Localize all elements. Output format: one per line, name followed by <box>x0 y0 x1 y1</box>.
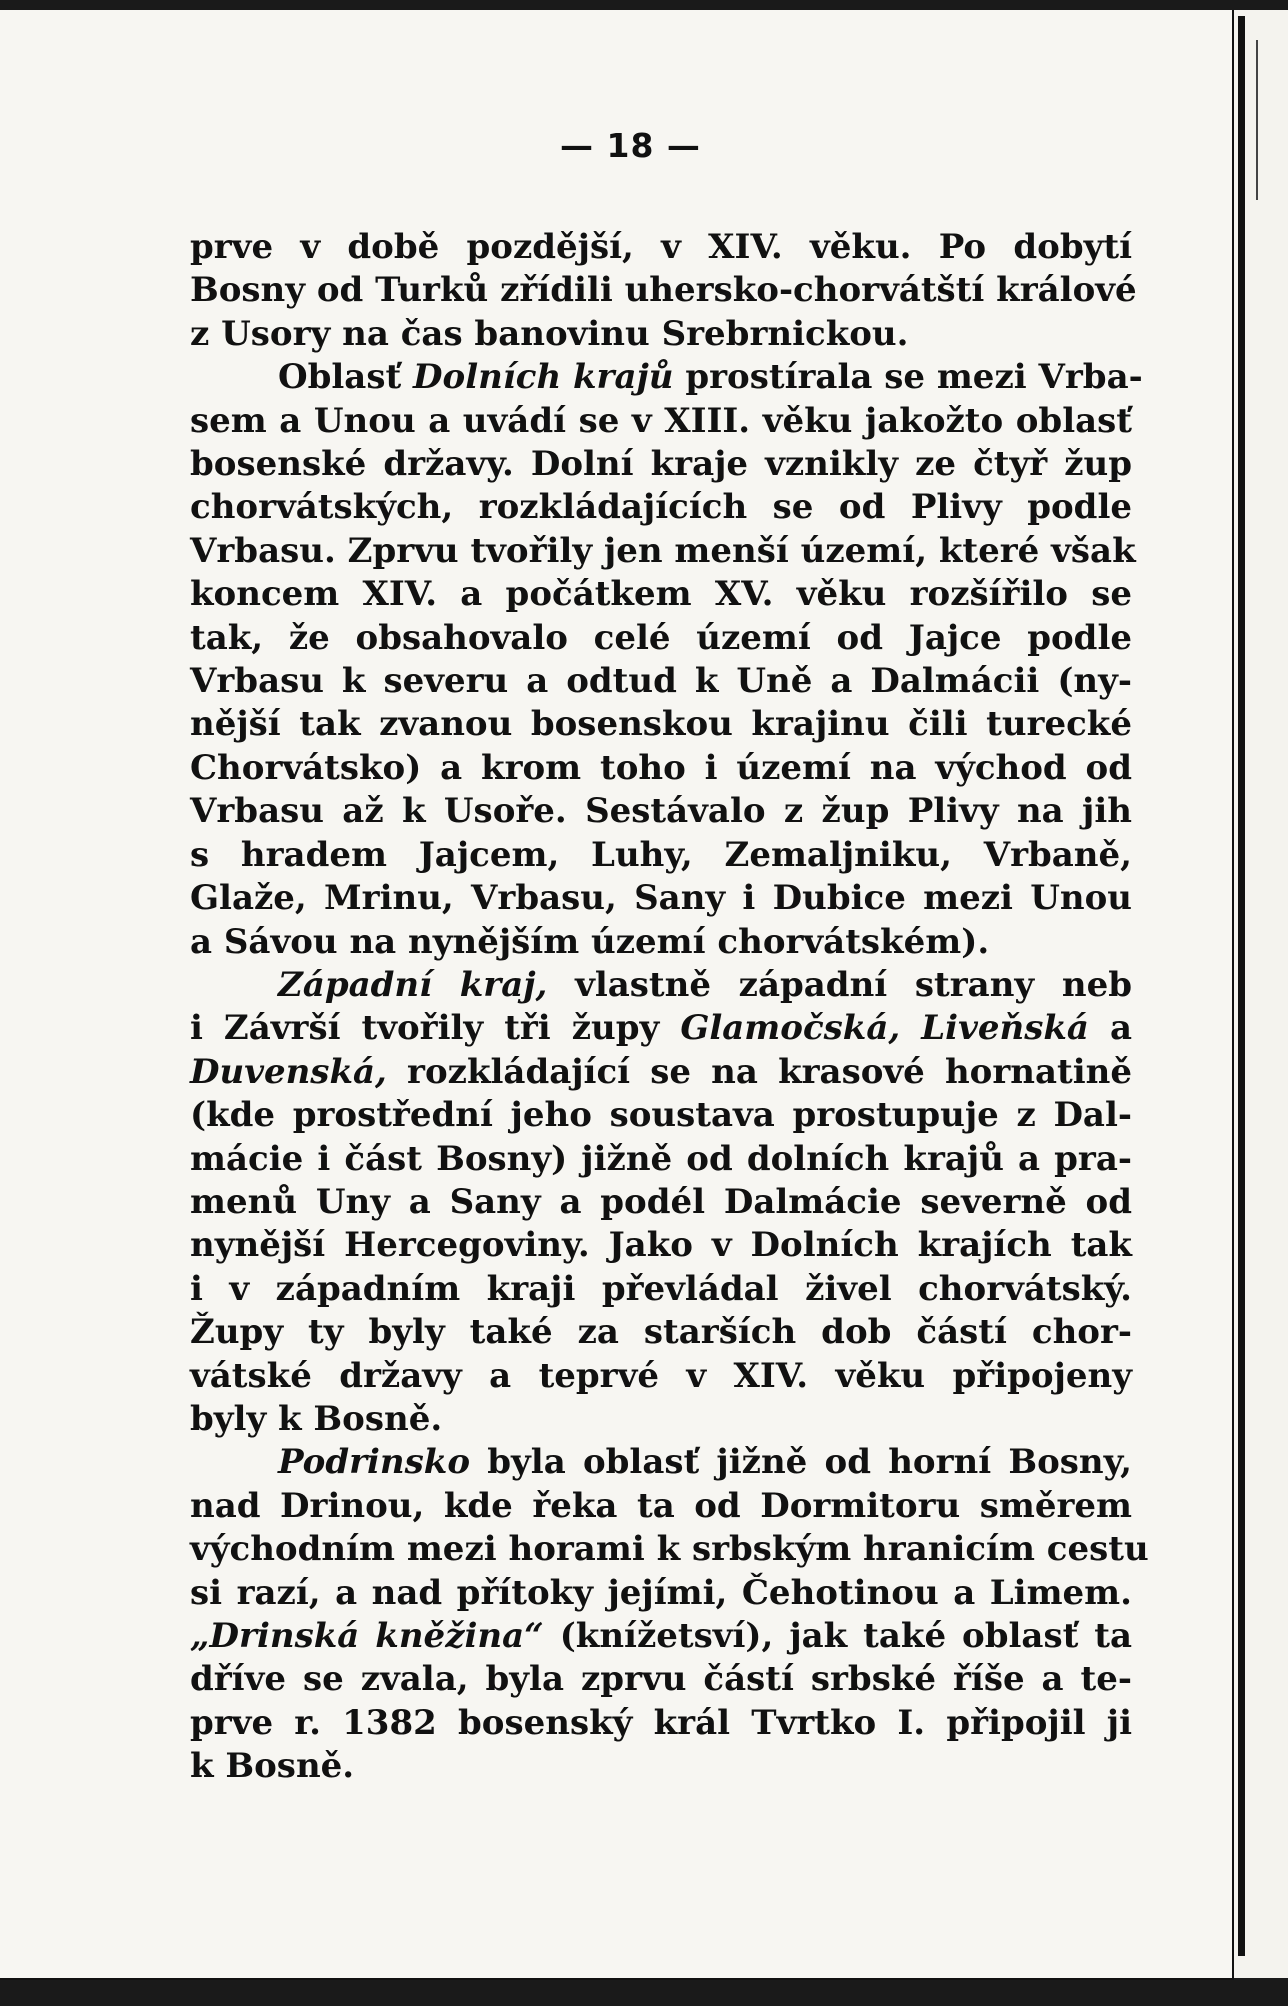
book-spine-edge <box>1234 10 1288 1978</box>
body-text <box>190 226 1149 1789</box>
text-line: s hradem Jajcem, Luhy, Zemaljniku, Vrbaně, <box>190 834 1132 875</box>
text-line: Vrbasu. Zprvu tvořily jen menší území, které však <box>190 530 1136 571</box>
text-line: prve r. 1382 bosenský král Tvrtko I. připojil ji <box>190 1702 1132 1743</box>
text-line: (kde prostřední jeho soustava prostupuje z Dal- <box>190 1095 1132 1136</box>
text-line: i Závrší tvořily tři župy Glamočská, Liveňská a <box>190 1008 1132 1049</box>
text-line: nad Drinou, kde řeka ta od Dormitoru směrem <box>190 1485 1132 1526</box>
text-line: nynější Hercegoviny. Jako v Dolních krajích tak <box>190 1225 1132 1266</box>
text-line: Bosny od Turků zřídili uhersko-chorvátští králové <box>190 270 1137 311</box>
text-line: mácie i část Bosny) jižně od dolních krajů a pra- <box>190 1138 1132 1179</box>
text-line: Duvenská, rozkládající se na krasové hornatině <box>190 1051 1132 1092</box>
text-line: Podrinsko byla oblasť jižně od horní Bosny, <box>278 1442 1132 1483</box>
text-line: Oblasť Dolních krajů prostírala se mezi Vrba- <box>278 357 1143 398</box>
text-line: východním mezi horami k srbským hranicím cestu <box>190 1529 1149 1570</box>
text-line: „Drinská kněžina“ (knížetsví), jak také oblasť ta <box>190 1616 1132 1656</box>
text-line: si razí, a nad přítoky jejími, Čehotinou a Limem. <box>190 1572 1132 1613</box>
text-line: tak, že obsahovalo celé území od Jajce podle <box>190 617 1132 658</box>
text-line: dříve se zvala, byla zprvu částí srbské říše a te- <box>190 1659 1132 1700</box>
text-line: prve v době pozdější, v XIV. věku. Po dobytí <box>190 227 1132 267</box>
text-line: byly k Bosně. <box>190 1398 443 1439</box>
text-line: k Bosně. <box>190 1746 355 1787</box>
text-line: a Sávou na nynějším území chorvátském). <box>190 921 990 962</box>
text-line: vátské državy a teprvé v XIV. věku připojeny <box>190 1355 1132 1396</box>
text-line: Chorvátsko) a krom toho i území na východ od <box>190 747 1132 788</box>
text-line: nější tak zvanou bosenskou krajinu čili turecké <box>190 704 1132 745</box>
text-line: sem a Unou a uvádí se v XIII. věku jakožto oblasť <box>190 400 1132 441</box>
text-line: Západní kraj, vlastně západní strany neb <box>278 964 1132 1005</box>
text-line: z Usory na čas banovinu Srebrnickou. <box>190 313 909 354</box>
text-line: bosenské državy. Dolní kraje vznikly ze čtyř žup <box>190 444 1132 485</box>
text-line: Vrbasu až k Usoře. Sestávalo z žup Plivy na jih <box>190 791 1132 832</box>
text-line: Vrbasu k severu a odtud k Uně a Dalmácii (ny- <box>190 661 1132 702</box>
text-line: koncem XIV. a počátkem XV. věku rozšířilo se <box>190 574 1132 615</box>
text-line: Župy ty byly také za starších dob částí chor- <box>190 1312 1132 1353</box>
book-page <box>0 10 1234 1980</box>
text-line: Glaže, Mrinu, Vrbasu, Sany i Dubice mezi Unou <box>190 878 1132 919</box>
text-line: i v západním kraji převládal živel chorvátský. <box>190 1268 1132 1309</box>
page-number: — 18 — <box>560 126 701 165</box>
text-line: chorvátských, rozkládajících se od Plivy podle <box>190 487 1132 528</box>
text-line: menů Uny a Sany a podél Dalmácie severně od <box>190 1181 1132 1222</box>
